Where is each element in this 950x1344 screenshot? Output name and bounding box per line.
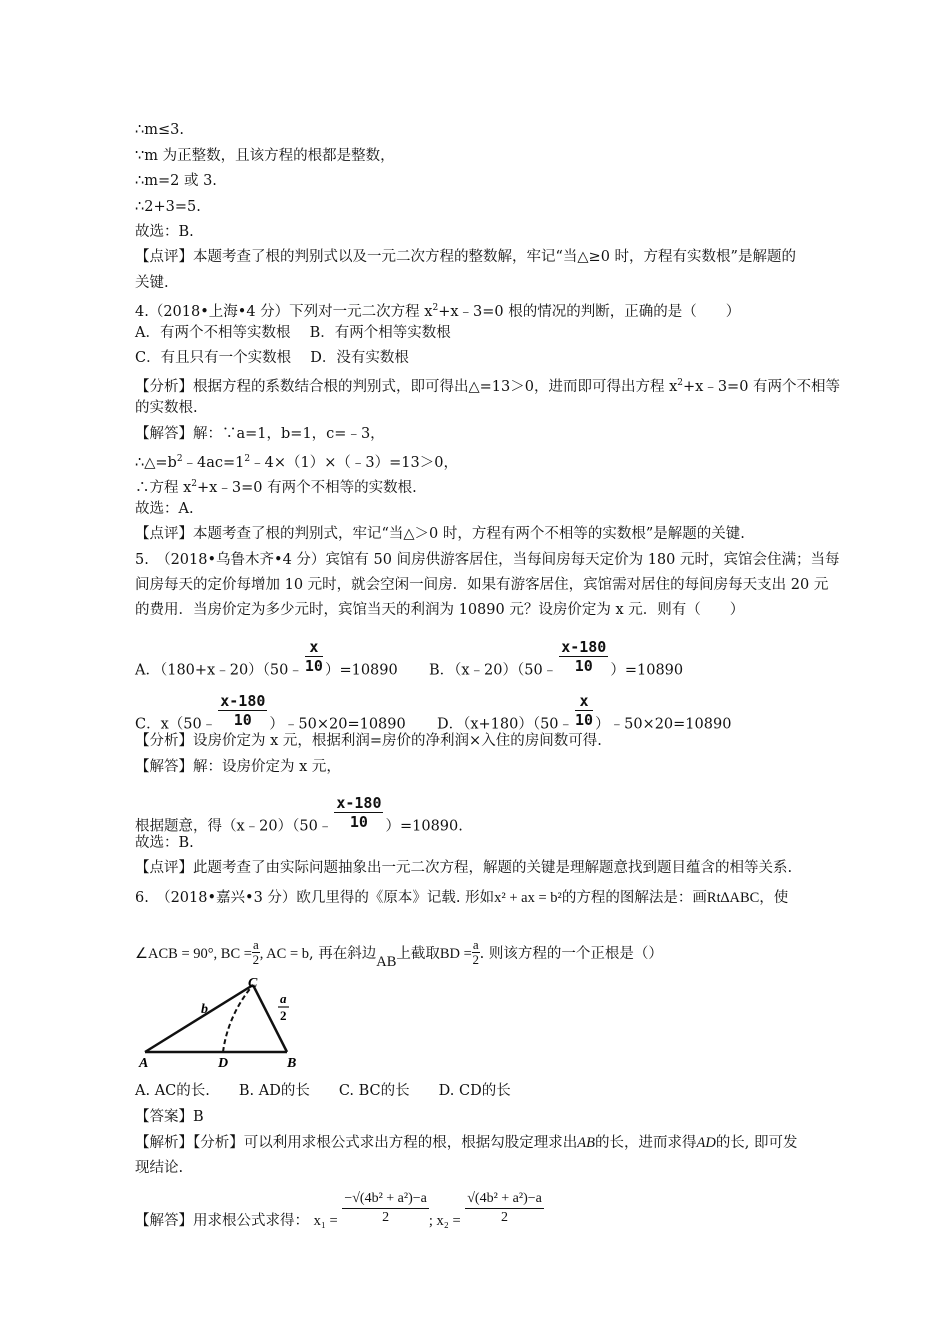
fraction-num: −√(4b² + a²)−a [342,1190,429,1209]
text-line: ∴m=2 或 3. [135,173,217,189]
label-a: A [139,1056,149,1070]
text-line: ∴m≤3. [135,122,184,138]
label-frac-num: a [280,991,287,1006]
q6-analysis-text: AB [577,1135,595,1151]
fraction-den: 10 [575,711,594,729]
fraction-num: x [305,638,323,657]
q6-text: . 则该方程的一个正根是（） [479,945,663,962]
q6-text: , 再在斜边 [309,945,377,962]
question-5: 间房每天的定价每增加 10 元时，就会空闲一间房．如果有游客居住，宾馆需对居住的每间房每天支出 20 元 [135,577,829,593]
q5-option-c: ）﹣50×20=10890 [269,716,406,733]
fraction [305,638,323,675]
text-line: ∴2+3=5. [135,199,201,215]
fraction-den: 2 [472,952,479,967]
question-5: 5. （2018•乌鲁木齐•4 分）宾馆有 50 间房供游客居住，当每间房每天定价为 180 元时，宾馆会住满；当每 [135,552,840,568]
q6-text: , AC = b [259,945,310,962]
text-line: 故选：B. [135,224,194,240]
q5-option-a: ）=10890 [324,662,398,679]
q6-options: A. AC的长. B. AD的长 C. BC的长 D. CD的长 [135,1083,511,1099]
text-line: ∵m 为正整数，且该方程的根都是整数， [135,148,395,164]
q5-choice: 故选：B. [135,835,194,851]
q6-analysis-text: AD [696,1135,716,1151]
fraction-den: 2 [382,1210,390,1225]
fraction-den: 2 [252,952,260,967]
question-6 [135,937,920,970]
q4-solution: ∴方程 $x^2+x﹣3=0$ 有两个不相等的实数根. [135,479,417,496]
fraction-num: x-180 [561,638,607,656]
q5-option-a: A．（180+x﹣20）（50﹣ [135,662,303,679]
fraction-num: x-180 [220,692,266,710]
q6-analysis-text: 的长, 即可发 [715,1135,798,1151]
q4-solution: $\therefore\triangle=b^2﹣4ac=1^2﹣4\times(1)\times(﹣3)=13>0$， [135,454,458,471]
comment-line: 【点评】本题考查了根的判别式以及一元二次方程的整数解，牢记“当△≥0 时，方程有实数根”是解题的 [135,249,796,265]
q4-analysis-text: +x﹣3=0 有两个不相等 [683,378,841,395]
q6-analysis: 现结论. [135,1160,184,1176]
fraction [472,938,480,967]
fraction-num: a [472,937,479,952]
q4-choice: 故选：A. [135,501,194,517]
q4-analysis-text: 【分析】根据方程的系数结合根的判别式，即可得出△=13＞0，进而即可得出方程 x [135,378,678,395]
q4-solution-text: ﹣4ac=1 [182,454,245,471]
q6-analysis [135,1133,920,1153]
q6-equation: x² + ax = b² [494,890,562,906]
q4-solution-text: +x﹣3=0 有两个不相等的实数根. [197,479,417,496]
fraction-num: a [252,937,259,952]
q5-option-b: ）=10890 [610,662,684,679]
fraction [575,692,593,729]
q4-solution-text: ∴方程 x [135,479,192,496]
label-d: D [218,1056,229,1070]
q4-analysis: 的实数根. [135,400,198,416]
fraction-num: x [575,692,593,711]
comment-line: 关键. [135,275,169,291]
q6-solution [135,1190,920,1240]
fraction [252,938,260,967]
q5-options-ab [135,638,920,689]
q6-text: 上截取BD = [396,945,472,962]
q6-text: AB [376,953,397,970]
q6-solution-text: 【解答】用求根公式求得： [135,1212,309,1229]
q6-x2-label: ; x₂ = [428,1212,461,1229]
fraction [218,692,267,729]
question-4: 4.（2018•上海•4 分）下列对一元二次方程 $x^2+x﹣3=0$ 根的情况的判断，正确的是（ ） [135,303,741,320]
q4-analysis: 【分析】根据方程的系数结合根的判别式，即可得出△=13＞0，进而即可得出方程 $x^2+x﹣3=0$ 有两个不相等 [135,378,841,395]
label-side-b: b [201,1002,208,1017]
q5-solution: 【解答】解：设房价定为 x 元， [135,759,341,775]
q5-option-b: B．（x﹣20）（50﹣ [428,662,558,679]
root-fraction-2 [465,1190,544,1227]
side-ac [145,985,253,1052]
fraction-num: x-180 [336,794,382,812]
q5-option-d: D．（x+180）（50﹣ [436,716,574,733]
q6-answer: 【答案】B [135,1109,204,1125]
q4-options-ab: A．有两个不相等实数根 B．有两个相等实数根 [135,325,451,341]
fraction-den: 10 [574,657,593,675]
q4-text: +x﹣3=0 根的情况的判断，正确的是（ ） [438,303,741,320]
q5-solution-text: 根据题意，得（x﹣20）（50﹣ [135,818,333,835]
fraction-den: 10 [304,657,323,675]
q5-comment: 【点评】此题考查了由实际问题抽象出一元二次方程，解题的关键是理解题意找到题目蕴含的相等关系. [135,860,793,876]
question-6 [135,888,920,908]
q5-option-c: C．x（50﹣ [135,716,217,733]
fraction-num: √(4b² + a²)−a [465,1190,544,1209]
label-frac-den: 2 [280,1008,287,1023]
q6-angle: ∠ACB = 90° [135,945,214,962]
q6-text: 6. （2018•嘉兴•3 分）欧几里得的《原本》记载. 形如 [135,890,495,906]
q4-solution-text: ﹣4×（1）×（﹣3）=13＞0， [250,454,458,471]
fraction-den: 10 [349,813,368,831]
fraction [559,638,608,675]
q5-analysis: 【分析】设房价定为 x 元，根据利润=房价的净利润×入住的房间数可得. [135,733,602,749]
fraction-den: 2 [501,1210,509,1225]
question-5: 的费用．当房价定为多少元时，宾馆当天的利润为 10890 元？设房价定为 x 元．则有（ ） [135,602,745,618]
q4-solution: 【解答】解：∵a=1，b=1，c=﹣3， [135,426,385,442]
q4-solution-text: ∴△=b [135,454,177,471]
triangle-diagram [135,975,315,1070]
q5-solution-text: ）=10890. [385,818,463,835]
q4-comment: 【点评】本题考查了根的判别式，牢记“当△＞0 时，方程有两个不相等的实数根”是解题的关键. [135,526,745,542]
q4-text: 4.（2018•上海•4 分）下列对一元二次方程 x [135,303,433,320]
q6-x1-label: x₁ = [313,1212,338,1229]
label-c: C [248,976,258,991]
root-fraction-1 [342,1190,429,1227]
q5-option-d: ）﹣50×20=10890 [595,716,732,733]
fraction-den: 10 [233,711,252,729]
label-b: B [287,1056,297,1070]
fraction [334,794,383,831]
q4-options-cd: C．有且只有一个实数根 D．没有实数根 [135,350,409,366]
q6-text: 的方程的图解法是：画Rt∆ABC，使 [561,890,789,906]
q6-analysis-text: 【解析】【分析】可以利用求根公式求出方程的根，根据勾股定理求出 [135,1135,578,1151]
q6-text: , BC = [213,945,252,962]
q6-analysis-text: 的长，进而求得 [594,1135,697,1151]
